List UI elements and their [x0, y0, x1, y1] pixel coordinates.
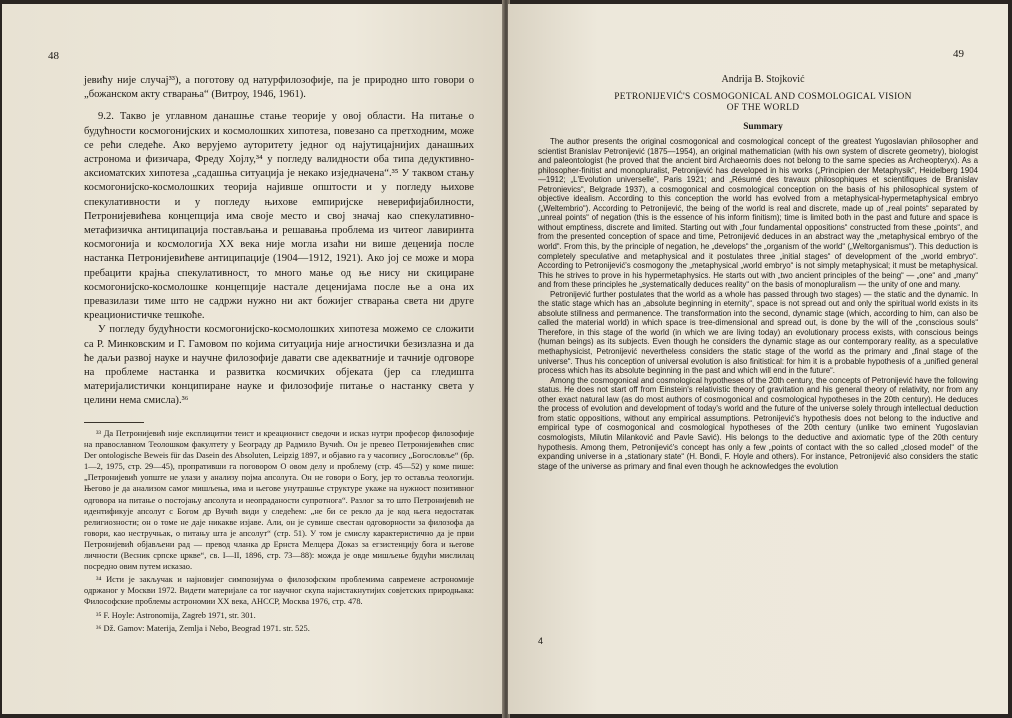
page-number-right: 49	[953, 48, 964, 60]
article-title-line-1: PETRONIJEVIĆ'S COSMOGONICAL AND COSMOLOGICAL VISION	[614, 92, 912, 102]
left-paragraph-2: 9.2. Такво је углавном данашње стање теорије у овој области. На питање о будућности космогонијских и космолошких хипотеза, повезано са претходним, може се рећи следеће. Ако верујемо ауторитету једног од најутицајнијих данашњих астронома и физичара, Фреду Хојлу,³⁴ у погледу валидности оба типа дедуктивно-аксиоматских хипотеза „садашња ситуација је некако изједначена“.³⁵ У таквом стању космогонијско-космолошких теорија најивше општости и у погледу њихове спекулативности и у погледу њихове емпиријске неверифијабилности, Петронијевићева концепција има своје место и свој значај као спекулативно-метафизичка антиципација постављања и решавања проблема из читеог лавиринта космогонија и космологија XX века није могла изаћи ни више деценија после настанка Петронијевићеве антиципације (1904—1912, 1921). Ако јој се може и мора пребацити крајња спекулативност, то много мање од ње нису ни скициране космогонијско-космолошке концепције настале деценијама после ње а она их превазилази тиме што не садржи нужно ни акт божијег стварања света ни друге креационистичке тешкоће.	[84, 111, 474, 322]
footnote-35: ³⁵ F. Hoyle: Astronomija, Zagreb 1971, str. 301.	[96, 610, 256, 620]
signature-mark: 4	[538, 636, 544, 646]
page-number-left: 48	[48, 50, 59, 62]
footnote-34: ³⁴ Исти је закључак и најновијег симпозијума о филозофским проблемима савремене астрономије одржаног у Москви 1972. Видети материјале са тог научног скупа најистакнутијих совјетских природњака: Философские проблемы астрономии XX века, АНССР, Москва 1976, стр. 478.	[84, 575, 474, 607]
left-paragraph-3: У погледу будућности космогонијско-космолошких хипотеза можемо се сложити са Р. Минковским и Г. Гамовом по којима ситуација није агностички безизлазна и да ће даљи развој науке и научне филозофије давати све адекватније и тачније одговоре на проблеме настанка и развитка космичких објеката (јер са гледишта материјалистички конципиране науке и филозофије питање о настанку света у целини нема смисла).³⁶	[84, 324, 474, 407]
footnote-33: ³³ Да Петронијевић није експлицитни теист и креационист сведочи и исказ нутри професор филозофије на православном Теолошком факултету у Београду др Радмило Вучић. Он је превео Петронијевићев спис Der ontologische Beweis für das Dasein des Absoluten, Leipzig 1897, и објавио га у часопису „Богословље“ (бр. 1—2, 1975, стр. 29—45), пропративши га поговором О овом делу и проблему (стр. 45—52) у коме пише: „Петронијевић уопште не улази у анализу појма апсолута. Он не говори о Богу, јер то оставља теологији. Његово је да анализом самог мишљења, има и његове унутрашње структуре укаже на нужност позитивног одговора на питање о постојању апсолута и неопраданости супротнога“. Разлог за то што Петронијевић не идентификује апсолут с Богом др Вучић види у следећем: „не би се рекло да је код њега недостатак религиозности; он о томе не даје никакве изјаве. Али, он је сувише свестан одговорности за филозофа да говори, као нестручњак, о питању шта је апсолут“ (стр. 51). У том је смислу карактеристично да је први Петронијевић објављени рад — превод чланка др Ернста Мелцера Доказ за егзистенцију бога и његове личности (Весник српске цркве“, св. I—II, 1896, стр. 73—88): можда је овде мишљење будући мислилац посредно овим путем исказао.	[84, 429, 474, 572]
footnote-36: ³⁶ Dž. Gamov: Materija, Zemlja i Nebo, Beograd 1971. str. 525.	[96, 623, 310, 633]
footnote-divider	[84, 422, 144, 423]
left-body-text	[84, 74, 474, 409]
summary-heading: Summary	[743, 122, 783, 132]
article-title	[568, 92, 958, 114]
right-paragraph-3: Among the cosmogonical and cosmological hypotheses of the 20th century, the concepts of Petronijević have the following status. He does not start off from Einstein's relativistic theory of gravitation and his general theory of relativity, nor from any other exact natural law (as do most authors of cosmogonical and cosmological hypotheses in the 20th century). He deduces the process of evolution and development of today's world and the future of the universe solely through intellectual deduction from static oppositions, without any empirical assumptions. Petronijević's hypothesis does not belong to the inductive and empirical type of cosmogonical and cosmological hypotheses of the 20th century (unlike two eminent Yugoslavian cosmologists, Milutin Milanković and Pavle Savić). His belongs to the deductive and axiomatic type of the 20th century hypothesis. Among them, Petronijević's concept has only a few „points of contact with the so called „closed model“ of the expanding universe in a „stationary state“ (H. Bondi, F. Hoyle and others). For instance, Petronijević also considers the static stage of the universe as primary and final even though he acknowledges the evolution	[538, 375, 978, 471]
footnotes	[84, 428, 474, 634]
left-paragraph-1: јевићу није случај³³), а поготову од натурфилозофије, па је природно што говори о „божанском акту стварања“ (Витроу, 1946, 1961).	[84, 75, 474, 101]
article-title-line-2: OF THE WORLD	[726, 103, 800, 113]
author-name: Andrija B. Stojković	[721, 74, 805, 85]
right-body-text	[538, 137, 978, 471]
right-page	[508, 4, 1008, 714]
right-paragraph-2: Petronijević further postulates that the world as a whole has passed through two stages) — the static and the dynamic. In the static stage which has an „absolute beginning in eternity“, space is not spread out and only the spiritual world exists in its absolute stillness and permanence. The transformation into the second, dynamic stage (which, according to him, can also be called the material world) in which space is tree-dimensional and spread out, is done by the will of the „conscious souls“ Therefore, in this stage of the world (in which we are living today) an evolutionary process exists, with conscious beings (human beings) as its subjects. Even though he considers the dynamic stage as our contemporary reality, as a speculative methaphysicist, Petronijević nevertheless considers the static stage of the world as the primary and „final stage of the universe“. Thus his conception of universal evolution is also finitistical: for him it is a probable hypothesis of a „unified general process which has its absolute beginning in the past and which will end in the future“.	[538, 289, 978, 376]
right-paragraph-1: The author presents the original cosmogonical and cosmological concept of the greatest Yugoslavian philosopher and scientist Branislav Petronijević (1875—1954), an original mathematician (with his own system of discrete geometry), biologist and paleontologist (he proved that the ancient bird Archaeornis does not belong to the same species as Archeopteryx). As a philosopher-finitist and monopluralist, Petronijević has developed in his works („Principien der Metaphysik“, Heidelberg 1904—1912; „L'Evolution universelle“, Paris 1921; and „Résumé des travaux philosophiques et scientifiques de Branislav Petronievics“, Belgrade 1937), a cosmogonical and cosmological conception on the basis of his philosophical system of objective idealism. According to this conception the world has evolved from a metaphysical-hypermetaphysical embryo („Weltembrio“). According to Petronijević, the being of the world is real and discrete, made up of „real points“ separated by „unreal points“ of negation (this is the essence of his inform finitism); time is limited both in the past and future and space is without emptiness, discrete and limited. Starting out with „four fundamental oppositions“ constructed from these „points“, and from the presented conception of space and time, Petronijević deduces in an abstract way the „metaphysical embryo of the world“. From this, by the principle of negation, he „develops“ the „organism of the world“ („Weltorganismus“). This deduction is completely speculative and metaphysical and it postulates three „initial stages“ of development of the „world embryo“. According to Petronijević's cosmogony the „metaphysical „world embryo“ is not simply metaphysical; it must be metaphysical. This he strives to prove in his hypermetaphysics. He starts out with „two ancient principles of the being“ — „one“ and „many“ and from these principles he „systematically deduces reality“ on the basis of monopluralism — the unity of one and many.	[538, 137, 978, 290]
left-page	[2, 4, 505, 714]
